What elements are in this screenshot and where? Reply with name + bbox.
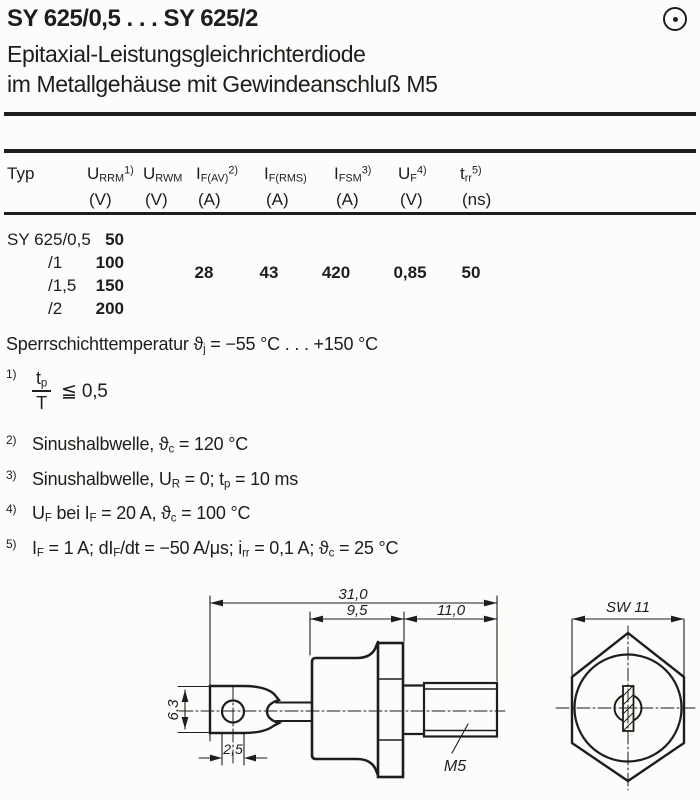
table-header-row xyxy=(0,164,700,212)
wrench-size-label: SW 11 xyxy=(606,599,650,616)
circled-dot-center xyxy=(673,17,678,22)
col-header-trr: $t_{rr}^{5)}$ (ns) xyxy=(460,164,492,209)
footnote-text: Sinushalbwelle, $U_R = 0$; $t_p = 10$ ms xyxy=(32,469,299,491)
duty-cycle-fraction: $\frac{t_p}{T}$ xyxy=(32,368,51,414)
horizontal-rule-header-bottom xyxy=(4,212,696,215)
footnote-3 xyxy=(6,469,298,490)
shared-value-uf: 0,85 xyxy=(393,263,427,282)
footnote-marker: 3) xyxy=(6,468,17,482)
body-outline xyxy=(312,642,378,775)
col-header-urwm: $U_{RWM}$ (V) xyxy=(143,164,183,209)
col-header-ifav: $I_{F(AV)}^{2)}$ (A) xyxy=(196,164,238,209)
horizontal-rule-top xyxy=(4,112,696,116)
horizontal-rule-table-top xyxy=(4,149,696,153)
circled-dot-icon xyxy=(663,7,687,31)
junction-temperature-line: Sperrschichttemperatur $ϑ_j = -55$ °C . . . +150 °C xyxy=(6,334,378,356)
table-row: /2 200 xyxy=(48,299,124,318)
dim-label-body-length: 9,5 xyxy=(346,602,368,619)
footnote-marker: 1) xyxy=(6,367,17,381)
footnote-4 xyxy=(6,503,250,524)
dim-label-hole-diameter: 2,5 xyxy=(223,741,243,757)
col-header-ifrms: $I_{F(RMS)}$ (A) xyxy=(264,164,307,209)
threaded-stud xyxy=(424,683,497,737)
col-header-ifsm: $I_{FSM}^{3)}$ (A) xyxy=(334,164,372,209)
footnote-text: $U_F$ bei $I_F = 20$ A, $ϑ_c = 100$ °C xyxy=(32,503,251,525)
col-header-typ: Typ xyxy=(7,164,35,183)
shared-value-ifsm: 420 xyxy=(321,263,351,282)
footnote-text: Sinushalbwelle, $ϑ_c = 120$ °C xyxy=(32,434,249,456)
thread-size-label: M5 xyxy=(443,758,467,775)
col-header-uf: $U_F^{4)}$ (V) xyxy=(398,164,427,209)
table-body xyxy=(0,226,700,321)
package-end-view-drawing xyxy=(550,592,700,797)
package-side-view-drawing xyxy=(155,583,515,795)
table-row: SY 625/0,5 50 xyxy=(7,230,124,249)
footnote-marker: 4) xyxy=(6,502,17,516)
subtitle-line-2: im Metallgehäuse mit Gewindeanschluß M5 xyxy=(7,71,438,97)
dim-label-thread-length: 11,0 xyxy=(436,602,466,619)
shared-value-ifrms: 43 xyxy=(259,263,279,282)
shared-value-trr: 50 xyxy=(461,263,481,282)
footnote-2 xyxy=(6,434,248,455)
col-header-urrm: $U_{RRM}^{1)}$ (V) xyxy=(87,164,134,209)
footnote-1-condition: ≦ 0,5 xyxy=(61,380,108,402)
page-title: SY 625/0,5 . . . SY 625/2 xyxy=(7,5,258,32)
subtitle xyxy=(7,39,438,99)
table-row: /1,5 150 xyxy=(48,276,124,295)
dim-label-total-length: 31,0 xyxy=(338,586,368,603)
dim-label-tab-width: 6,3 xyxy=(165,699,182,721)
shared-value-ifav: 28 xyxy=(194,263,214,282)
footnote-5 xyxy=(6,538,398,559)
footnote-marker: 2) xyxy=(6,433,17,447)
hex-flange xyxy=(378,643,403,777)
footnote-text: $I_F = 1$ A; $dI_F/dt = -50$ A/μs; $i_{rr} = 0,1$ A; $ϑ_c = 25$ °C xyxy=(32,538,399,560)
subtitle-line-1: Epitaxial-Leistungsgleichrichterdiode xyxy=(7,41,366,67)
table-row: /1 100 xyxy=(48,253,124,272)
footnote-1 xyxy=(6,368,108,414)
footnote-marker: 5) xyxy=(6,537,17,551)
